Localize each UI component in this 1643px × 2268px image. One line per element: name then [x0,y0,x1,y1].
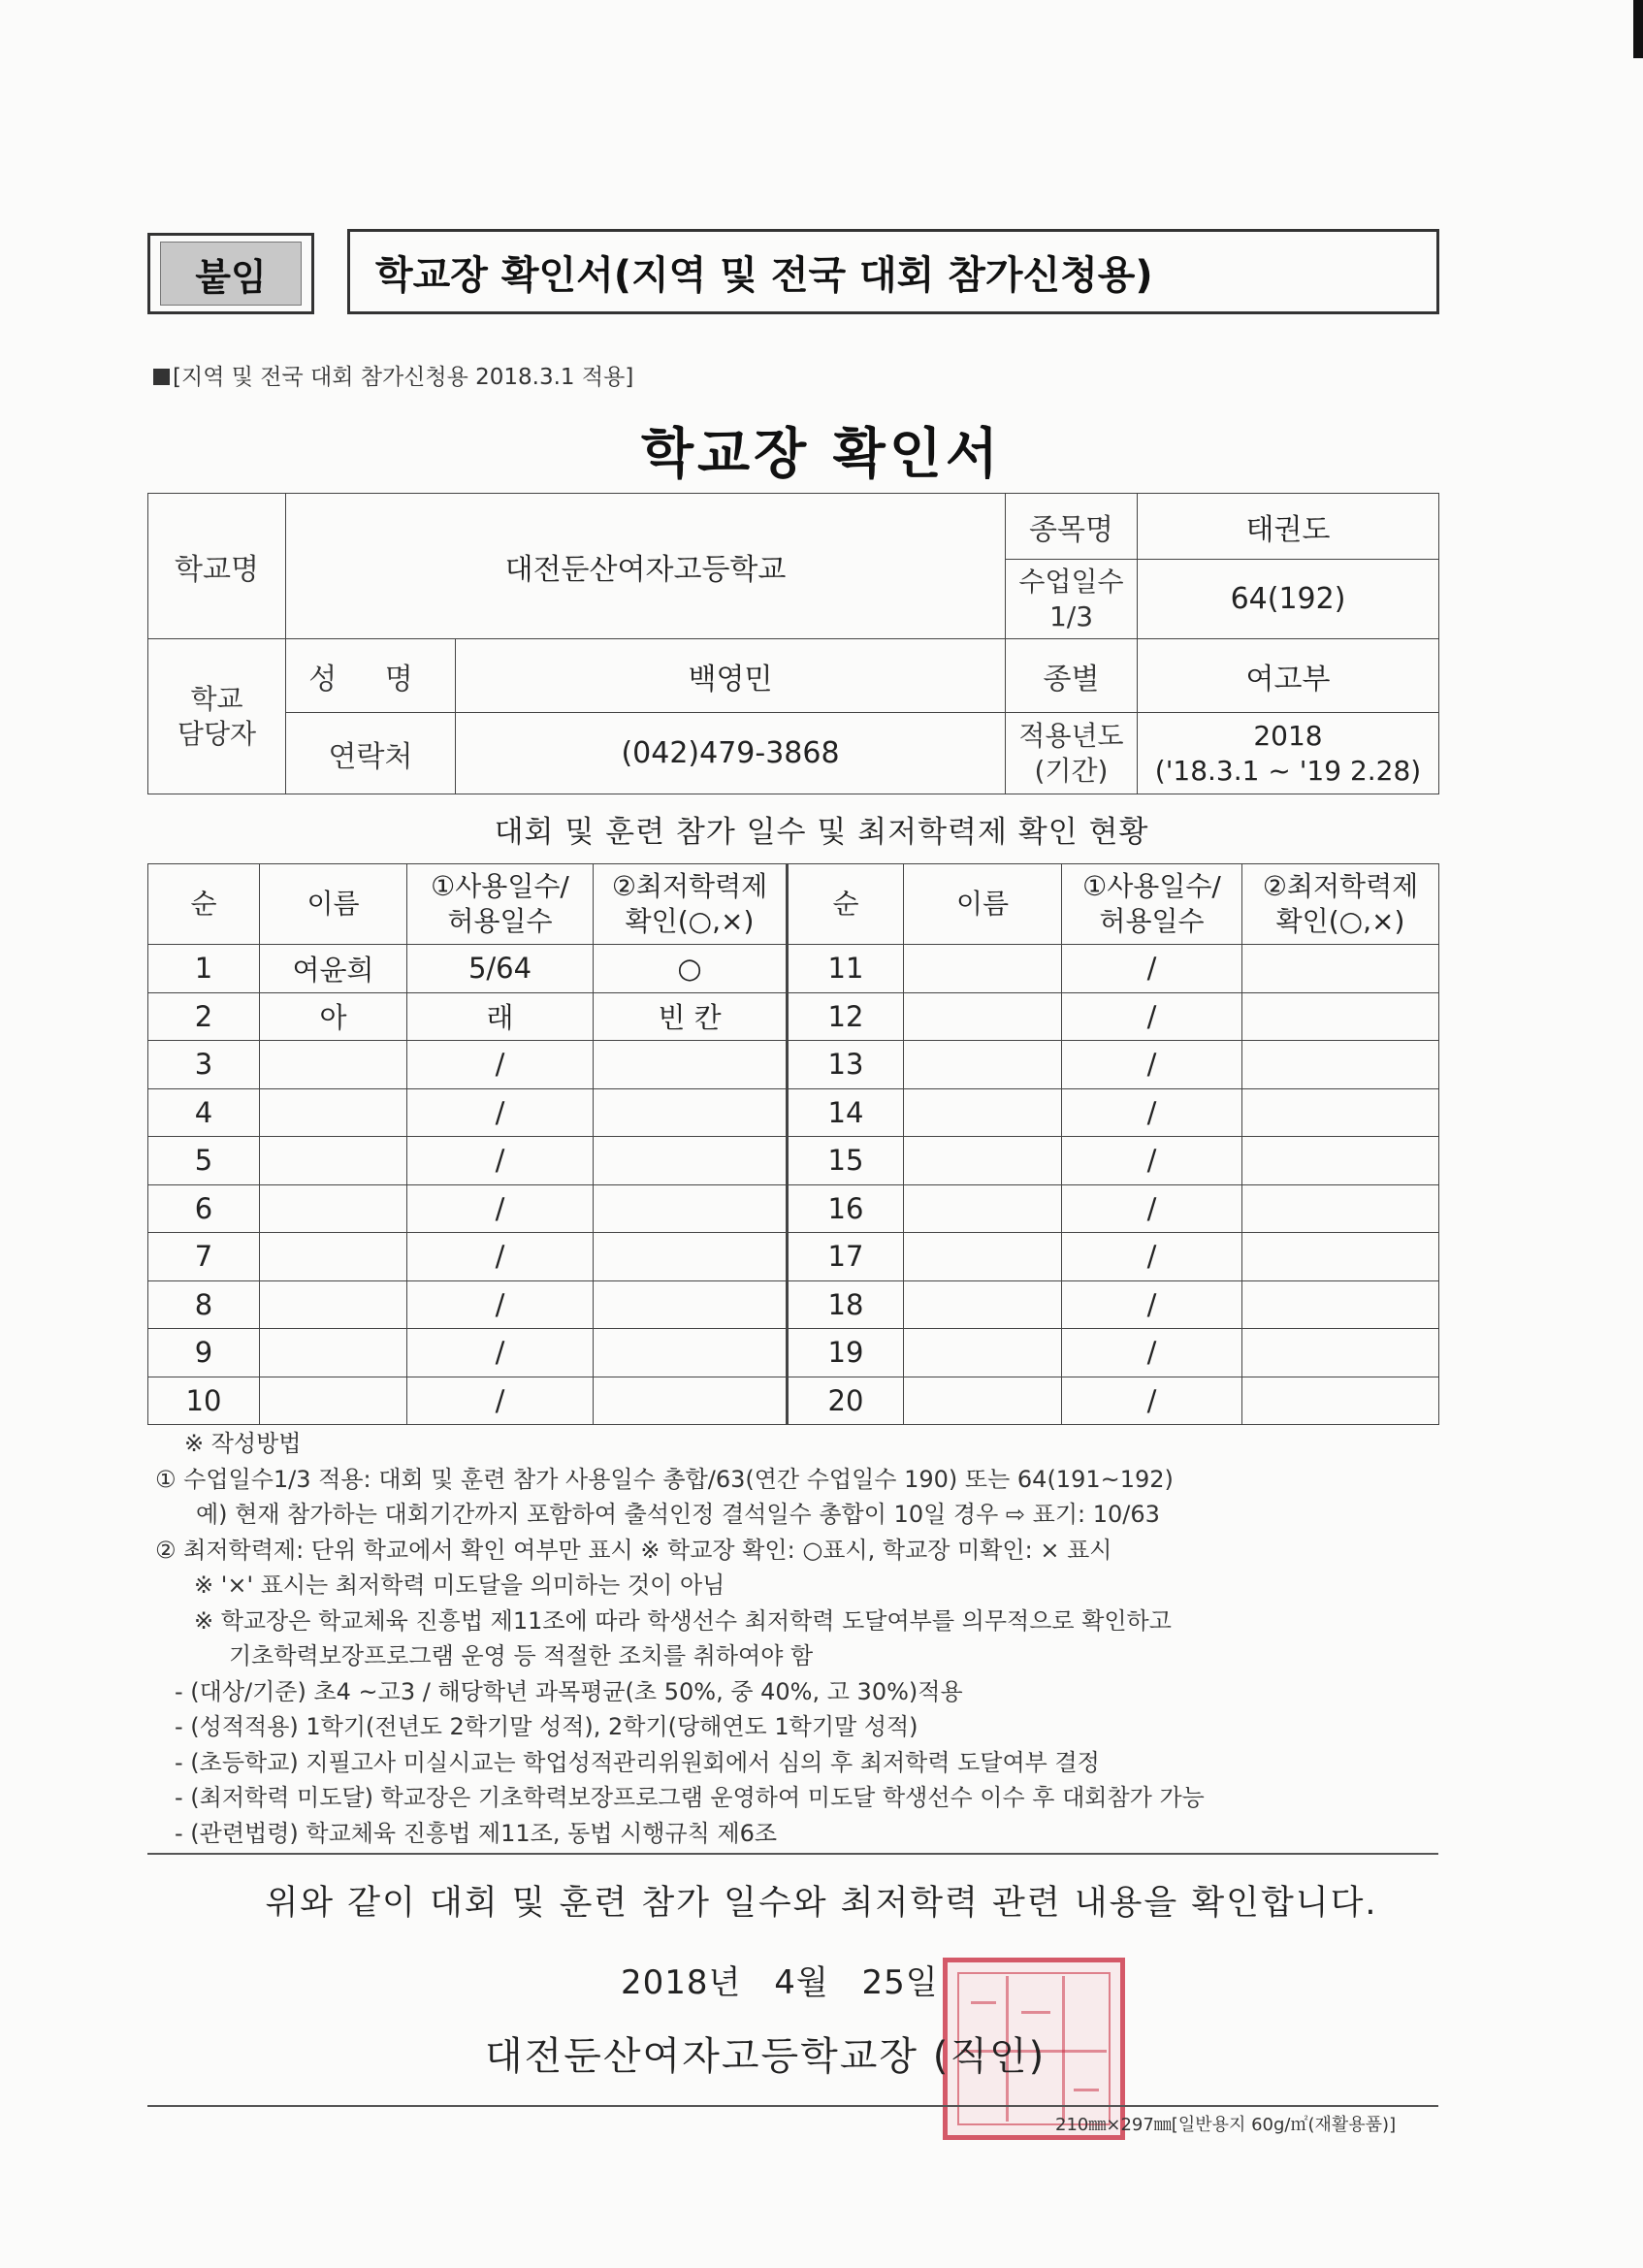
row-no-2: 11 [788,945,904,993]
attachment-tag: 붙임 [160,242,302,306]
row-check-2 [1242,1233,1439,1281]
table-row [148,1184,1439,1233]
col-header-no-2: 순 [788,864,904,945]
participation-section-title: 대회 및 훈련 참가 일수 및 최저학력제 확인 현황 [494,815,1149,850]
principal-signature-line: 대전둔산여자고등학교장 (직인) [485,2034,1047,2079]
col-header-check-line2: 확인(○,×) [625,905,755,937]
row-days: / [407,1233,594,1281]
row-no-2: 17 [788,1233,904,1281]
row-check-2 [1242,1041,1439,1089]
criteria-grades: - (성적적용) 1학기(전년도 2학기말 성적), 2학기(당해연도 1학기말 성적) [175,1713,918,1740]
table-row [148,1377,1439,1425]
row-check [594,1280,788,1329]
row-days-2: / [1062,1184,1242,1233]
manager-name-label: 성 명 [286,639,456,713]
period-value-line2: ('18.3.1 ~ '19 2.28) [1154,754,1422,787]
table-row [148,1329,1439,1377]
document-title: 학교장 확인서 [640,423,1003,486]
row-check-2 [1242,1088,1439,1137]
row-name [260,1233,407,1281]
col-header-name: 이름 [260,864,407,945]
row-check-2 [1242,1184,1439,1233]
table-row [148,1233,1439,1281]
row-no-2: 12 [788,992,904,1041]
participation-table [147,863,1439,1425]
period-value [1138,713,1439,794]
criteria-below-minimum: - (최저학력 미도달) 학교장은 기초학력보장프로그램 운영하여 미도달 학생선수 이수 후 대회참가 가능 [175,1784,1205,1811]
row-check-2 [1242,1137,1439,1185]
seal-stroke [971,2001,996,2004]
row-no: 6 [148,1184,260,1233]
table-row [148,1088,1439,1137]
attachment-tag-box [147,233,314,314]
row-days: / [407,1184,594,1233]
row-no: 5 [148,1137,260,1185]
col-header-days-line1: ①사용일수/ [431,870,569,902]
row-no: 10 [148,1377,260,1425]
row-no: 9 [148,1329,260,1377]
row-days-2: / [1062,1377,1242,1425]
row-no-2: 15 [788,1137,904,1185]
contact-label: 연락처 [286,713,456,794]
participation-header-row [148,864,1439,945]
row-days: / [407,1329,594,1377]
instruction-1-example: 예) 현재 참가하는 대회기간까지 포함하여 출석인정 결석일수 총합이 10일 경우 ⇨ 표기: 10/63 [196,1501,1160,1528]
form-version-text: [지역 및 전국 대회 참가신청용 2018.3.1 적용] [173,365,634,390]
col-header-days-line2: 허용일수 [447,905,553,937]
table-row [148,945,1439,993]
form-version-note [153,359,633,391]
seal-stroke [1021,2011,1050,2014]
row-name [260,1280,407,1329]
criteria-target: - (대상/기준) 초4 ~고3 / 해당학년 과목평균(초 50%, 중 40%, 고 30%)적용 [175,1677,963,1705]
criteria-laws: - (관련법령) 학교체육 진흥법 제11조, 동법 시행규칙 제6조 [175,1819,778,1847]
date-month: 4월 [774,1963,829,2002]
row-no: 7 [148,1233,260,1281]
period-value-line1: 2018 [1253,719,1323,752]
row-days: 래 [407,992,594,1041]
row-days: / [407,1280,594,1329]
instruction-2: ② 최저학력제: 단위 학교에서 확인 여부만 표시 ※ 학교장 확인: ○표시, 학교장 미확인: × 표시 [155,1536,1112,1564]
event-value: 태권도 [1138,494,1439,560]
row-check-2 [1242,992,1439,1041]
row-days-2: / [1062,1041,1242,1089]
instruction-2-note-a: ※ '×' 표시는 최저학력 미도달을 의미하는 것이 아님 [194,1571,725,1599]
col-header-check-2 [1242,864,1439,945]
row-name [260,1088,407,1137]
row-name-2 [904,1088,1062,1137]
table-row [148,1280,1439,1329]
row-no-2: 14 [788,1088,904,1137]
row-name [260,1329,407,1377]
row-no-2: 18 [788,1280,904,1329]
col-header-check [594,864,788,945]
row-days-2: / [1062,1137,1242,1185]
row-days: 5/64 [407,945,594,993]
divider-bottom [147,2105,1438,2107]
row-days-2: / [1062,945,1242,993]
row-check [594,1329,788,1377]
row-check-2 [1242,1280,1439,1329]
row-name-2 [904,992,1062,1041]
scan-edge-mark [1633,0,1643,58]
row-check [594,1377,788,1425]
row-name-2 [904,1041,1062,1089]
table-row [148,1041,1439,1089]
row-days: / [407,1377,594,1425]
instructions-heading: ※ 작성방법 [184,1430,302,1457]
school-name-value: 대전둔산여자고등학교 [286,494,1006,639]
row-name-2 [904,1137,1062,1185]
category-label: 종별 [1006,639,1138,713]
school-name-label: 학교명 [148,494,286,639]
seal-stroke [1062,1976,1065,2122]
period-label [1006,713,1138,794]
row-no: 4 [148,1088,260,1137]
seal-stroke [1074,2089,1099,2091]
row-check [594,1184,788,1233]
row-name-2 [904,1329,1062,1377]
row-name: 여윤희 [260,945,407,993]
row-no: 8 [148,1280,260,1329]
row-no: 3 [148,1041,260,1089]
school-info-table [147,493,1439,794]
row-check-2 [1242,1377,1439,1425]
col-header-days [407,864,594,945]
instruction-1: ① 수업일수1/3 적용: 대회 및 훈련 참가 사용일수 총합/63(연간 수업일수 190) 또는 64(191~192) [155,1465,1174,1493]
instruction-2-note-b-cont: 기초학력보장프로그램 운영 등 적절한 조치를 취하여야 함 [229,1642,814,1669]
header-title: 학교장 확인서(지역 및 전국 대회 참가신청용) [347,229,1439,314]
row-no-2: 19 [788,1329,904,1377]
row-no: 2 [148,992,260,1041]
manager-label-line1: 학교 [190,682,243,715]
date-day: 25일 [861,1963,939,2002]
manager-label [148,639,286,794]
row-name-2 [904,1280,1062,1329]
col-header-no: 순 [148,864,260,945]
row-check [594,1137,788,1185]
paper-spec-footer: 210㎜×297㎜[일반용지 60g/㎡(재활용품)] [1055,2115,1397,2135]
manager-label-line2: 담당자 [177,717,257,750]
square-bullet-icon [153,369,170,385]
row-name-2 [904,945,1062,993]
period-label-line1: 적용년도 [1018,719,1124,752]
row-days: / [407,1088,594,1137]
manager-name-value: 백영민 [456,639,1006,713]
col-header-check-2-line2: 확인(○,×) [1275,905,1405,937]
row-check: ○ [594,945,788,993]
confirmation-date [621,1956,960,2003]
row-no: 1 [148,945,260,993]
row-check: 빈 칸 [594,992,788,1041]
date-year: 2018년 [621,1963,742,2002]
row-name-2 [904,1184,1062,1233]
table-row [148,1137,1439,1185]
instructions [155,1426,1445,1851]
event-label: 종목명 [1006,494,1138,560]
row-days-2: / [1062,1280,1242,1329]
row-days: / [407,1137,594,1185]
col-header-days-2 [1062,864,1242,945]
row-no-2: 16 [788,1184,904,1233]
row-days-2: / [1062,1233,1242,1281]
row-check-2 [1242,1329,1439,1377]
col-header-name-2: 이름 [904,864,1062,945]
row-days-2: / [1062,1329,1242,1377]
col-header-days-2-line1: ①사용일수/ [1082,870,1221,902]
row-no-2: 13 [788,1041,904,1089]
row-name-2 [904,1233,1062,1281]
col-header-days-2-line2: 허용일수 [1099,905,1205,937]
period-label-line2: (기간) [1034,754,1109,787]
row-check [594,1088,788,1137]
row-check [594,1233,788,1281]
class-days-label-line2: 1/3 [1048,599,1094,632]
row-no-2: 20 [788,1377,904,1425]
confirmation-statement: 위와 같이 대회 및 훈련 참가 일수와 최저학력 관련 내용을 확인합니다. [265,1884,1378,1923]
divider-top [147,1853,1438,1855]
row-days: / [407,1041,594,1089]
class-days-value: 64(192) [1138,560,1439,639]
class-days-label-line1: 수업일수 [1018,565,1124,598]
row-name [260,1041,407,1089]
col-header-check-line1: ②최저학력제 [611,870,768,902]
row-days-2: / [1062,992,1242,1041]
class-days-label [1006,560,1138,639]
col-header-check-2-line1: ②최저학력제 [1262,870,1419,902]
contact-value: (042)479-3868 [456,713,1006,794]
row-name [260,1377,407,1425]
row-days-2: / [1062,1088,1242,1137]
instruction-2-note-b: ※ 학교장은 학교체육 진흥법 제11조에 따라 학생선수 최저학력 도달여부를 의무적으로 확인하고 [194,1606,1172,1635]
table-row [148,992,1439,1041]
row-name: 아 [260,992,407,1041]
criteria-elementary: - (초등학교) 지필고사 미실시교는 학업성적관리위원회에서 심의 후 최저학력 도달여부 결정 [175,1748,1100,1776]
row-name-2 [904,1377,1062,1425]
row-check [594,1041,788,1089]
row-name [260,1137,407,1185]
category-value: 여고부 [1138,639,1439,713]
row-name [260,1184,407,1233]
row-check-2 [1242,945,1439,993]
